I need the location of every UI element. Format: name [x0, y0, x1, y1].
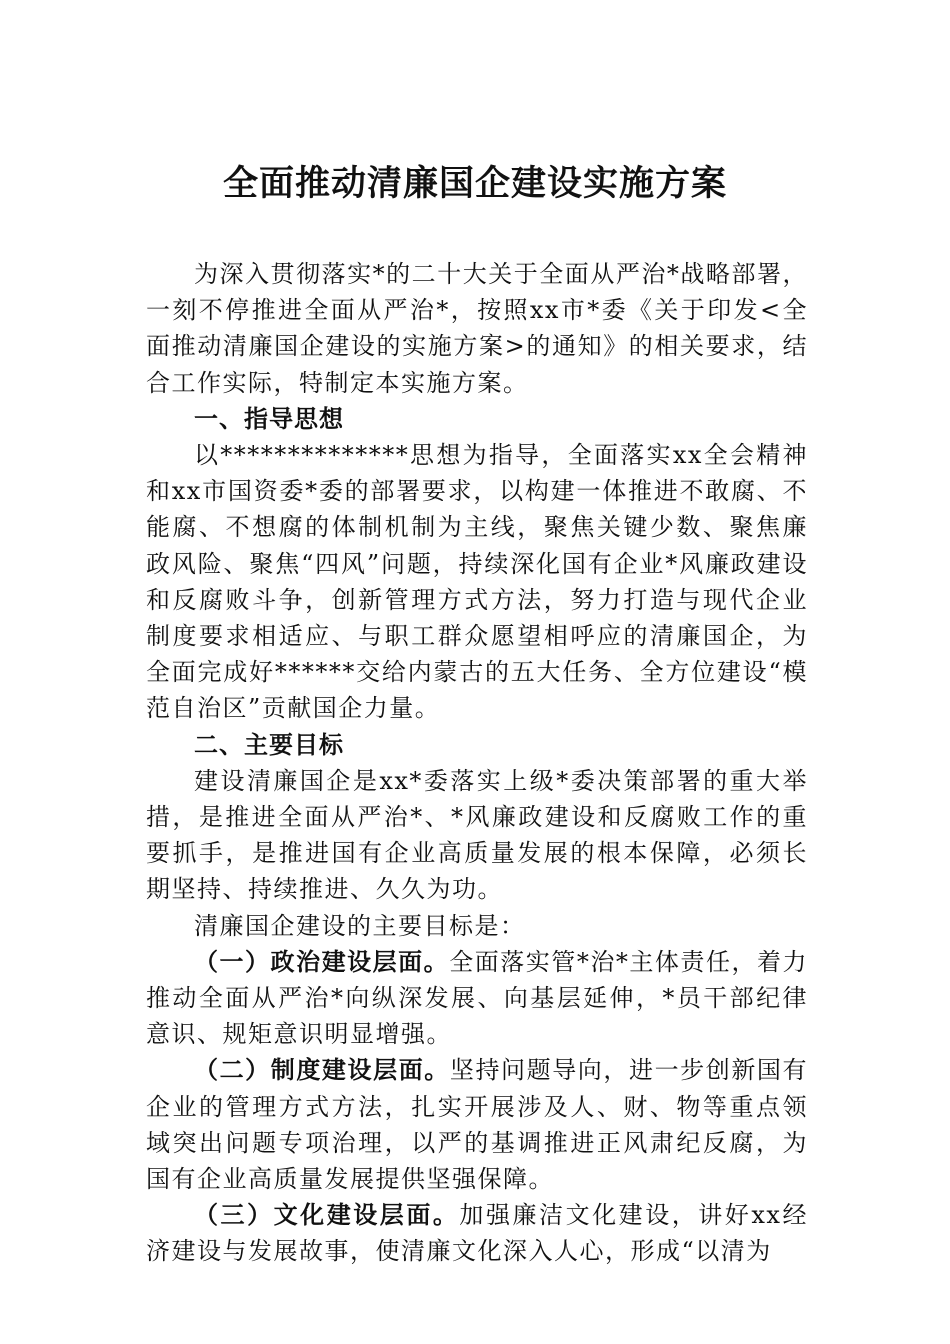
goal-item-lead: （三）文化建设层面。: [194, 1200, 460, 1230]
goal-item-text: 全面落实管*治*主体责任，着力推动全面从严治*向纵深发展、向基层延伸，*员干部纪律意识、规矩意识明显增强。: [146, 947, 809, 1049]
section-heading-guiding-thought: 一、指导思想: [194, 404, 344, 433]
goal-item-cultural: [146, 1197, 808, 1269]
main-goals-paragraph: 建设清廉国企是xx*委落实上级*委决策部署的重大举措，是推进全面从严治*、*风廉政建设和反腐败工作的重要抓手，是推进国有企业高质量发展的根本保障，必须长期坚持、持续推进、久久为功。: [146, 766, 808, 904]
goal-item-lead: （一）政治建设层面。: [194, 946, 450, 976]
main-goals-intro: 清廉国企建设的主要目标是：: [194, 911, 526, 940]
goal-item-political: [146, 944, 808, 1053]
section-heading-main-goals: 二、主要目标: [194, 730, 344, 759]
goal-item-lead: （二）制度建设层面。: [194, 1055, 450, 1085]
goal-item-text: 加强廉洁文化建设，讲好xx经济建设与发展故事，使清廉文化深入人心，形成“以清为: [146, 1201, 808, 1266]
goal-item-text: 坚持问题导向，进一步创新国有企业的管理方式方法，扎实开展涉及人、财、物等重点领域突出问题专项治理，以严的基调推进正风肃纪反腐，为国有企业高质量发展提供坚强保障。: [146, 1056, 809, 1194]
document-title: 全面推动清廉国企建设实施方案: [222, 163, 727, 204]
goal-item-institutional: [146, 1052, 808, 1197]
guiding-thought-paragraph: 以**************思想为指导，全面落实xx全会精神和xx市国资委*委的部署要求，以构建一体推进不敢腐、不能腐、不想腐的体制机制为主线，聚焦关键少数、聚焦廉政风险、聚焦“四风”问题，持续深化国有企业*风廉政建设和反腐败斗争，创新管理方式方法，努力打造与现代企业制度要求相适应、与职工群众愿望相呼应的清廉国企，为全面完成好******交给内蒙古的五大任务、全方位建设“模范自治区”贡献国企力量。: [146, 441, 808, 723]
intro-paragraph: 为深入贯彻落实*的二十大关于全面从严治*战略部署，一刻不停推进全面从严治*，按照xx市*委《关于印发<全面推动清廉国企建设的实施方案>的通知》的相关要求，结合工作实际，特制定本实施方案。: [146, 260, 808, 397]
document-body: [146, 256, 808, 1270]
